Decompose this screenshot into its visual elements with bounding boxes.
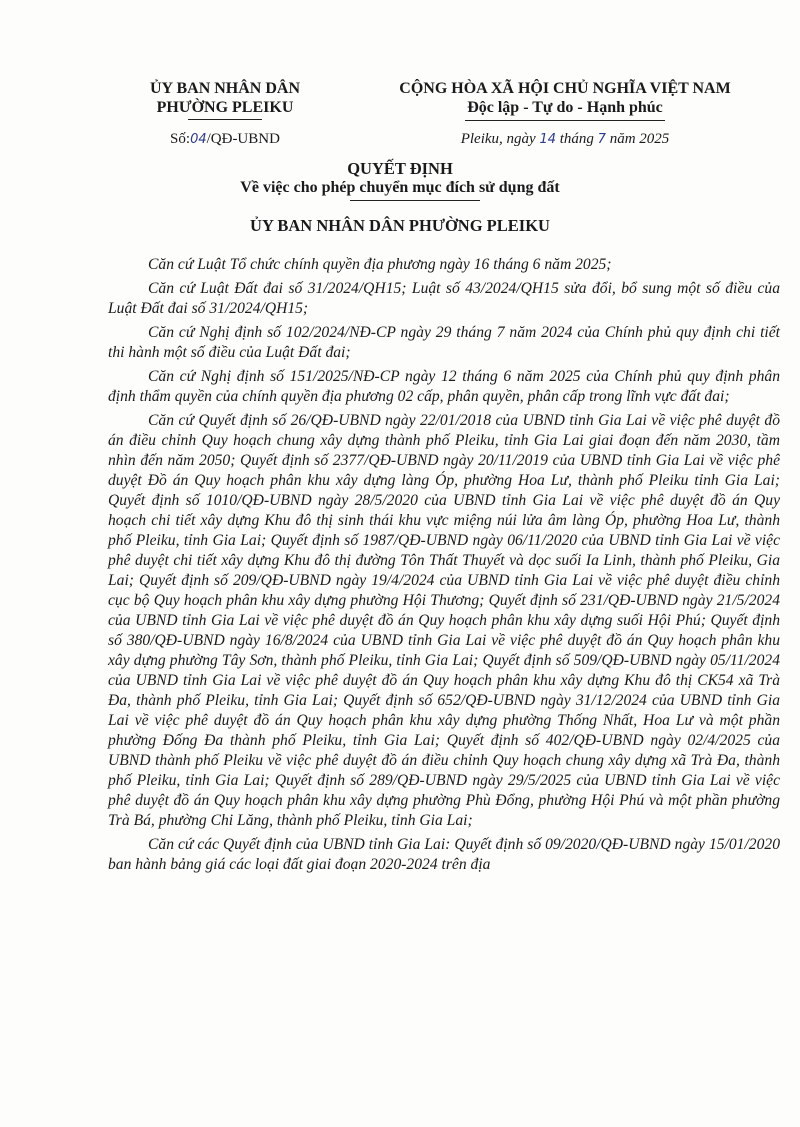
number-handwritten: 04 bbox=[190, 132, 207, 147]
date-part-2: tháng bbox=[555, 131, 598, 147]
document-number bbox=[120, 131, 330, 148]
date-month-handwritten: 7 bbox=[597, 132, 606, 147]
number-suffix: /QĐ-UBND bbox=[206, 131, 280, 147]
national-motto-block bbox=[345, 79, 785, 148]
issuing-agency-block bbox=[120, 79, 330, 148]
paragraph: Căn cứ Nghị định số 151/2025/NĐ-CP ngày 12 tháng 6 năm 2025 của Chính phủ quy định phân định thẩm quyền của chính quyền địa phương 02 cấp, phân quyền, phân cấp trong lĩnh vực đất đai; bbox=[108, 368, 780, 405]
agency-line-1: ỦY BAN NHÂN DÂN bbox=[149, 80, 301, 97]
document-body bbox=[108, 255, 780, 879]
paragraph: Căn cứ Nghị định số 102/2024/NĐ-CP ngày 29 tháng 7 năm 2024 của Chính phủ quy định chi tiết thi hành một số điều của Luật Đất đai; bbox=[108, 324, 780, 361]
date-part-3: năm 2025 bbox=[605, 131, 670, 147]
paragraph: Căn cứ Luật Tổ chức chính quyền địa phương ngày 16 tháng 6 năm 2025; bbox=[148, 256, 612, 273]
agency-line-2: PHƯỜNG PLEIKU bbox=[156, 99, 294, 116]
document-subtitle: Về việc cho phép chuyển mục đích sử dụng đất bbox=[240, 179, 560, 196]
paragraph: Căn cứ Quyết định số 26/QĐ-UBND ngày 22/01/2018 của UBND tỉnh Gia Lai về việc phê duyệt đồ án điều chỉnh Quy hoạch chung xây dựng thành phố Pleiku, tỉnh Gia Lai giai đoạn đến năm 2030, tầm nhìn đến năm 2050; Quyết định số 2377/QĐ-UBND ngày 20/11/2019 của UBND tỉnh Gia Lai về việc phê duyệt Đồ án Quy hoạch phân khu xây dựng làng Óp, phường Hoa Lư, thành phố Pleiku tỉnh Gia Lai; Quyết định số 1010/QĐ-UBND ngày 28/5/2020 của UBND tỉnh Gia Lai về việc phê duyệt đồ án Quy hoạch chi tiết xây dựng Khu đô thị sinh thái khu vực miệng núi lửa âm làng Óp, phường Hoa Lư, thành phố Pleiku, tỉnh Gia Lai; Quyết định số 1987/QĐ-UBND ngày 06/11/2020 của UBND tỉnh Gia Lai về việc phê duyệt chi tiết xây dựng Khu đô thị đường Tôn Thất Thuyết và dọc suối Ia Linh, thành phố Pleiku, Gia Lai; Quyết định số 209/QĐ-UBND ngày 19/4/2024 của UBND tỉnh Gia Lai về việc phê duyệt điều chỉnh cục bộ Quy hoạch phân khu xây dựng phường Hội Thương; Quyết định số 231/QĐ-UBND ngày 21/5/2024 của UBND tỉnh Gia Lai về việc phê duyệt đồ án Quy hoạch phân khu xây dựng suối Hội Phú; Quyết định số 380/QĐ-UBND ngày 16/8/2024 của UBND tỉnh Gia Lai về việc phê duyệt đồ án Quy hoạch phân khu xây dựng phường Tây Sơn, thành phố Pleiku, tỉnh Gia Lai; Quyết định số 509/QĐ-UBND ngày 05/11/2024 của UBND tỉnh Gia Lai về việc phê duyệt đồ án Quy hoạch phân khu xây dựng Khu đô thị CK54 xã Trà Đa, thành phố Pleiku, tỉnh Gia Lai; Quyết định số 652/QĐ-UBND ngày 31/12/2024 của UBND tỉnh Gia Lai về việc phê duyệt đồ án Quy hoạch phân khu xây dựng phường Thống Nhất, Hoa Lư và một phần phường Đống Đa thành phố Pleiku, tỉnh Gia Lai; Quyết định số 402/QĐ-UBND ngày 02/4/2025 của UBND thành phố Pleiku về việc phê duyệt đồ án điều chỉnh Quy hoạch chung xây dựng xã Trà Đa, thành phố Pleiku, tỉnh Gia Lai; Quyết định số 289/QĐ-UBND ngày 29/5/2025 của UBND tỉnh Gia Lai về việc phê duyệt đồ án Quy hoạch phân khu xây dựng phường Phù Đổng, phường Hội Phú và một phần phường Trà Bá, phường Chi Lăng, thành phố Pleiku, tỉnh Gia Lai; bbox=[108, 412, 780, 829]
paragraph: Căn cứ các Quyết định của UBND tỉnh Gia Lai: Quyết định số 09/2020/QĐ-UBND ngày 15/01/2020 ban hành bảng giá các loại đất giai đoạn 2020-2024 trên địa bbox=[108, 836, 780, 873]
agency-underline bbox=[188, 119, 262, 120]
date-day-handwritten: 14 bbox=[539, 132, 556, 147]
subtitle-underline bbox=[350, 200, 480, 201]
authority-heading: ỦY BAN NHÂN DÂN PHƯỜNG PLEIKU bbox=[250, 216, 550, 235]
paragraph: Căn cứ Luật Đất đai số 31/2024/QH15; Luật số 43/2024/QH15 sửa đổi, bổ sung một số điều của Luật Đất đai số 31/2024/QH15; bbox=[108, 280, 780, 317]
motto-underline bbox=[465, 120, 665, 121]
motto: Độc lập - Tự do - Hạnh phúc bbox=[467, 99, 663, 116]
country-name: CỘNG HÒA XÃ HỘI CHỦ NGHĨA VIỆT NAM bbox=[399, 80, 731, 97]
number-prefix: Số: bbox=[170, 131, 191, 147]
date-part-1: Pleiku, ngày bbox=[460, 131, 540, 147]
document-title: QUYẾT ĐỊNH bbox=[347, 159, 453, 178]
issue-date bbox=[345, 131, 785, 148]
